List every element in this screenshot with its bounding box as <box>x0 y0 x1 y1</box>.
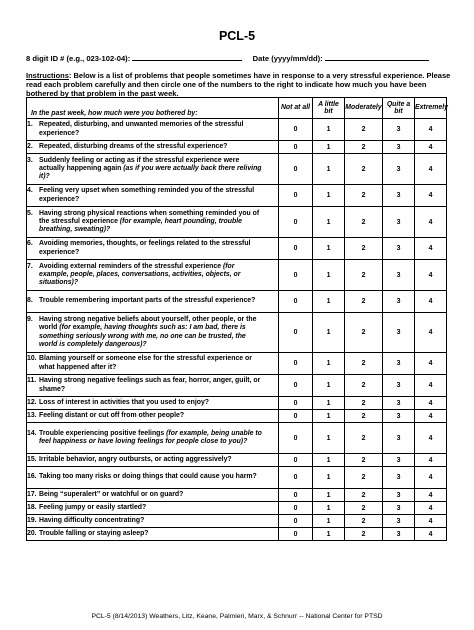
score-option[interactable]: 2 <box>345 353 383 375</box>
date-label: Date (yyyy/mm/dd): <box>252 54 323 63</box>
score-option[interactable]: 0 <box>279 467 313 489</box>
score-option[interactable]: 2 <box>345 291 383 313</box>
score-option[interactable]: 4 <box>415 185 447 207</box>
column-header: A little bit <box>313 98 345 119</box>
score-option[interactable]: 0 <box>279 207 313 238</box>
question-cell <box>27 291 279 313</box>
score-option[interactable]: 4 <box>415 397 447 410</box>
score-option[interactable]: 4 <box>415 260 447 291</box>
score-option[interactable]: 2 <box>345 489 383 502</box>
score-option[interactable]: 2 <box>345 313 383 353</box>
score-option[interactable]: 4 <box>415 141 447 154</box>
score-option[interactable]: 3 <box>383 353 415 375</box>
instructions-text: : Below is a list of problems that people sometimes have in response to a very stressful experience. Please read each problem carefully and then circle one of the numbers to the right to indicate how much you have been bothered by that problem <box>26 71 451 99</box>
question-text-wrap <box>39 355 265 371</box>
question-text: Trouble falling or staying asleep? <box>39 529 149 537</box>
question-example: (for example, people, places, conversations, activities, objects, or situations)? <box>39 262 241 287</box>
question-number: 11. <box>27 377 37 385</box>
question-text-wrap <box>39 263 265 288</box>
score-option[interactable]: 3 <box>383 313 415 353</box>
score-option[interactable]: 4 <box>415 375 447 397</box>
table-row <box>27 313 447 353</box>
score-option[interactable]: 0 <box>279 397 313 410</box>
score-option[interactable]: 3 <box>383 515 415 528</box>
score-option[interactable]: 1 <box>313 291 345 313</box>
score-option[interactable]: 2 <box>345 454 383 467</box>
score-option[interactable]: 2 <box>345 397 383 410</box>
table-row <box>27 260 447 291</box>
question-number: 1. <box>27 121 33 129</box>
question-text-wrap <box>39 240 265 256</box>
question-text: Loss of interest in activities that you used to enjoy? <box>39 398 209 406</box>
form-title: PCL-5 <box>218 29 256 43</box>
question-cell <box>27 467 279 489</box>
score-option[interactable]: 4 <box>415 454 447 467</box>
table-row <box>27 185 447 207</box>
table-row <box>27 353 447 375</box>
question-number: 10. <box>27 355 37 363</box>
score-option[interactable]: 2 <box>345 375 383 397</box>
question-text: Feeling distant or cut off from other people? <box>39 411 185 419</box>
score-option[interactable]: 1 <box>313 454 345 467</box>
question-cell <box>27 397 279 410</box>
question-text-wrap <box>39 491 265 499</box>
score-option[interactable]: 1 <box>313 410 345 423</box>
column-header: Moderately <box>345 98 383 119</box>
score-option[interactable]: 1 <box>313 353 345 375</box>
question-cell <box>27 141 279 154</box>
table-row <box>27 141 447 154</box>
table-row <box>27 291 447 313</box>
question-number: 14. <box>27 429 37 437</box>
score-option[interactable]: 2 <box>345 119 383 141</box>
question-text: Being “superalert” or watchful or on guard? <box>39 490 184 498</box>
score-option[interactable]: 0 <box>279 260 313 291</box>
score-option[interactable]: 3 <box>383 375 415 397</box>
table-row <box>27 238 447 260</box>
score-option[interactable]: 2 <box>345 502 383 515</box>
table-header-row <box>27 98 447 119</box>
score-option[interactable]: 4 <box>415 291 447 313</box>
question-text: Suddenly feeling or acting as if the stressful experience were actually happening again <box>39 156 240 172</box>
question-text-wrap <box>39 143 265 151</box>
table-row <box>27 375 447 397</box>
score-option[interactable]: 3 <box>383 528 415 541</box>
question-number: 16. <box>27 473 37 481</box>
question-text: Avoiding external reminders of the stressful experience <box>39 262 223 270</box>
score-option[interactable]: 2 <box>345 141 383 154</box>
question-number: 7. <box>27 262 33 270</box>
table-row <box>27 528 447 541</box>
instructions-emphasis: in the past week. <box>118 89 179 99</box>
score-option[interactable]: 4 <box>415 119 447 141</box>
question-number: 8. <box>27 297 33 305</box>
table-row <box>27 467 447 489</box>
table-row <box>27 410 447 423</box>
score-option[interactable]: 3 <box>383 502 415 515</box>
question-text: Repeated, disturbing dreams of the stressful experience? <box>39 142 228 150</box>
score-option[interactable]: 3 <box>383 410 415 423</box>
score-option[interactable]: 1 <box>313 141 345 154</box>
question-cell <box>27 238 279 260</box>
table-row <box>27 397 447 410</box>
score-option[interactable]: 0 <box>279 423 313 454</box>
score-option[interactable]: 1 <box>313 502 345 515</box>
score-option[interactable]: 4 <box>415 238 447 260</box>
score-option[interactable]: 1 <box>313 489 345 502</box>
score-option[interactable]: 4 <box>415 489 447 502</box>
question-text-wrap <box>39 187 265 203</box>
question-text: Trouble remembering important parts of the stressful experience? <box>39 297 256 305</box>
id-field[interactable] <box>132 52 242 61</box>
score-option[interactable]: 2 <box>345 528 383 541</box>
score-option[interactable]: 2 <box>345 154 383 185</box>
score-option[interactable]: 3 <box>383 291 415 313</box>
score-option[interactable]: 3 <box>383 454 415 467</box>
question-text: Having strong physical reactions when something reminded you of the stressful experience <box>39 209 260 225</box>
score-option[interactable]: 1 <box>313 375 345 397</box>
question-number: 13. <box>27 411 37 419</box>
score-option[interactable]: 2 <box>345 260 383 291</box>
question-text: Having strong negative beliefs about yourself, other people, or the world <box>39 316 257 332</box>
question-text-wrap <box>39 473 265 481</box>
question-text: Avoiding memories, thoughts, or feelings related to the stressful experience? <box>39 240 251 256</box>
instructions <box>26 71 451 99</box>
score-option[interactable]: 3 <box>383 141 415 154</box>
score-option[interactable]: 1 <box>313 154 345 185</box>
score-option[interactable]: 2 <box>345 423 383 454</box>
footer-citation: PCL-5 (8/14/2013) Weathers, Litz, Keane, Palmieri, Marx, & Schnurr -- National Center for PTSD <box>91 613 383 620</box>
question-number: 20. <box>27 529 37 537</box>
question-example: (for example, being unable to feel happiness or have loving feelings for people close to you)? <box>39 429 262 445</box>
question-number: 3. <box>27 156 33 164</box>
question-text: Taking too many risks or doing things that could cause you harm? <box>39 473 257 481</box>
score-option[interactable]: 1 <box>313 397 345 410</box>
score-option[interactable]: 4 <box>415 313 447 353</box>
question-text-wrap <box>39 377 265 393</box>
table-row <box>27 207 447 238</box>
question-text-wrap <box>39 456 265 464</box>
score-option[interactable]: 0 <box>279 313 313 353</box>
instructions-label: Instructions <box>26 71 69 80</box>
score-option[interactable]: 0 <box>279 353 313 375</box>
score-option[interactable]: 4 <box>415 502 447 515</box>
score-option[interactable]: 4 <box>415 410 447 423</box>
score-option[interactable]: 4 <box>415 515 447 528</box>
question-number: 19. <box>27 516 37 524</box>
question-cell <box>27 154 279 185</box>
table-row <box>27 489 447 502</box>
score-option[interactable]: 0 <box>279 489 313 502</box>
question-text-wrap <box>39 121 265 137</box>
column-header: Quite a bit <box>383 98 415 119</box>
score-option[interactable]: 4 <box>415 467 447 489</box>
question-text-wrap <box>39 530 265 538</box>
id-label: 8 digit ID # (e.g., 023-102-04): <box>26 54 131 63</box>
score-option[interactable]: 3 <box>383 423 415 454</box>
score-option[interactable]: 0 <box>279 454 313 467</box>
question-text-wrap <box>39 430 265 446</box>
question-cell <box>27 515 279 528</box>
table-row <box>27 119 447 141</box>
question-example: (for example, heart pounding, trouble breathing, sweating)? <box>39 217 242 234</box>
question-text: Feeling jumpy or easily startled? <box>39 503 147 511</box>
question-cell <box>27 185 279 207</box>
score-option[interactable]: 1 <box>313 467 345 489</box>
question-header: In the past week, how much were you bothered by: <box>27 98 279 119</box>
table-row <box>27 154 447 185</box>
question-text-wrap <box>39 316 265 349</box>
table-row <box>27 423 447 454</box>
question-text-wrap <box>39 517 265 525</box>
score-option[interactable]: 3 <box>383 397 415 410</box>
question-text: Having strong negative feelings such as fear, horror, anger, guilt, or shame? <box>39 377 261 393</box>
score-option[interactable]: 0 <box>279 291 313 313</box>
question-number: 9. <box>27 316 33 324</box>
question-number: 15. <box>27 455 37 463</box>
table-row <box>27 502 447 515</box>
score-option[interactable]: 2 <box>345 185 383 207</box>
score-option[interactable]: 2 <box>345 238 383 260</box>
question-cell <box>27 313 279 353</box>
score-option[interactable]: 0 <box>279 238 313 260</box>
question-cell <box>27 502 279 515</box>
score-option[interactable]: 1 <box>313 238 345 260</box>
table-row <box>27 515 447 528</box>
score-option[interactable]: 3 <box>383 185 415 207</box>
pcl-table <box>26 97 447 541</box>
question-text-wrap <box>39 157 265 182</box>
score-option[interactable]: 3 <box>383 119 415 141</box>
score-option[interactable]: 2 <box>345 207 383 238</box>
score-option[interactable]: 0 <box>279 185 313 207</box>
score-option[interactable]: 2 <box>345 467 383 489</box>
score-option[interactable]: 3 <box>383 260 415 291</box>
question-cell <box>27 353 279 375</box>
question-number: 6. <box>27 240 33 248</box>
score-option[interactable]: 0 <box>279 528 313 541</box>
id-date-line <box>26 52 446 63</box>
score-option[interactable]: 0 <box>279 375 313 397</box>
score-option[interactable]: 1 <box>313 515 345 528</box>
question-number: 17. <box>27 490 37 498</box>
question-cell <box>27 375 279 397</box>
question-text: Having difficulty concentrating? <box>39 516 145 524</box>
question-text-wrap <box>39 504 265 512</box>
question-number: 12. <box>27 398 37 406</box>
score-option[interactable]: 0 <box>279 154 313 185</box>
score-option[interactable]: 4 <box>415 207 447 238</box>
score-option[interactable]: 1 <box>313 423 345 454</box>
question-number: 18. <box>27 503 37 511</box>
score-option[interactable]: 1 <box>313 260 345 291</box>
question-text-wrap <box>39 412 265 420</box>
question-cell <box>27 119 279 141</box>
question-text: Blaming yourself or someone else for the stressful experience or what happened after it? <box>39 355 252 371</box>
score-option[interactable]: 1 <box>313 119 345 141</box>
question-text-wrap <box>39 297 265 305</box>
score-option[interactable]: 2 <box>345 410 383 423</box>
question-number: 4. <box>27 187 33 195</box>
question-text-wrap <box>39 399 265 407</box>
question-cell <box>27 410 279 423</box>
question-example: (for example, having thoughts such as: I am bad, there is something seriously wrong with me, no one can be trusted, the world is completely dangerous)? <box>39 324 246 348</box>
score-option[interactable]: 0 <box>279 141 313 154</box>
score-option[interactable]: 1 <box>313 207 345 238</box>
score-option[interactable]: 0 <box>279 119 313 141</box>
score-option[interactable]: 3 <box>383 489 415 502</box>
date-field[interactable] <box>325 52 429 61</box>
question-number: 5. <box>27 209 33 217</box>
question-cell <box>27 207 279 238</box>
score-option[interactable]: 3 <box>383 154 415 185</box>
column-header: Extremely <box>415 98 447 119</box>
score-option[interactable]: 1 <box>313 185 345 207</box>
score-option[interactable]: 2 <box>345 515 383 528</box>
question-text: Feeling very upset when something reminded you of the stressful experience? <box>39 187 255 203</box>
question-cell <box>27 454 279 467</box>
score-option[interactable]: 3 <box>383 467 415 489</box>
question-number: 2. <box>27 142 33 150</box>
score-option[interactable]: 3 <box>383 238 415 260</box>
score-option[interactable]: 4 <box>415 423 447 454</box>
table-row <box>27 454 447 467</box>
score-option[interactable]: 1 <box>313 313 345 353</box>
question-text: Trouble experiencing positive feelings <box>39 429 167 437</box>
score-option[interactable]: 4 <box>415 154 447 185</box>
score-option[interactable]: 0 <box>279 502 313 515</box>
score-option[interactable]: 1 <box>313 528 345 541</box>
score-option[interactable]: 4 <box>415 528 447 541</box>
question-text-wrap <box>39 210 265 235</box>
question-cell <box>27 528 279 541</box>
score-option[interactable]: 0 <box>279 515 313 528</box>
question-text: Repeated, disturbing, and unwanted memories of the stressful experience? <box>39 121 244 137</box>
question-example: (as if you were actually back there reliving it)? <box>39 164 262 181</box>
question-cell <box>27 423 279 454</box>
question-cell <box>27 489 279 502</box>
question-cell <box>27 260 279 291</box>
question-text: Irritable behavior, angry outbursts, or acting aggressively? <box>39 455 232 463</box>
score-option[interactable]: 3 <box>383 207 415 238</box>
score-option[interactable]: 4 <box>415 353 447 375</box>
score-option[interactable]: 0 <box>279 410 313 423</box>
column-header: Not at all <box>279 98 313 119</box>
